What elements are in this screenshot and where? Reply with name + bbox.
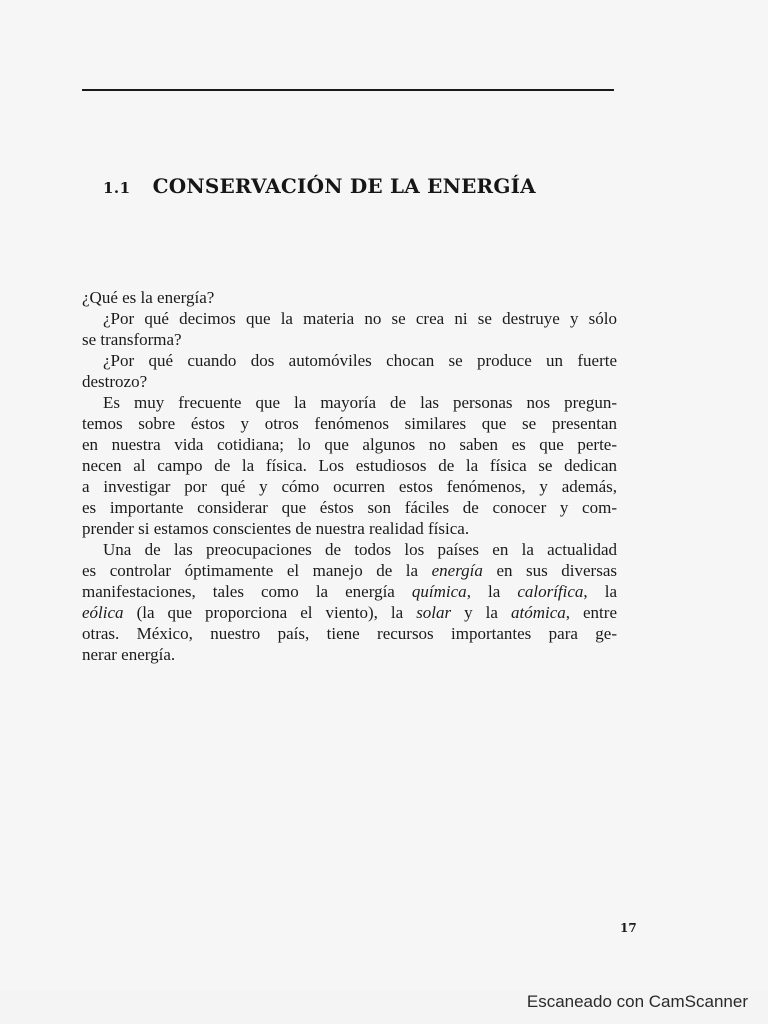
text-line: Es muy frecuente que la mayoría de las personas nos pregun- bbox=[103, 393, 617, 412]
text-line: ¿Por qué decimos que la materia no se crea ni se destruye y sólo bbox=[103, 309, 617, 328]
italic-term: eólica bbox=[82, 603, 124, 622]
text-line: necen al campo de la física. Los estudiosos de la física se dedican bbox=[82, 456, 617, 475]
text-line bbox=[82, 581, 617, 602]
text-segment: y la bbox=[464, 603, 498, 622]
page-number: 17 bbox=[620, 921, 637, 935]
text-segment: (la que proporciona el viento), la bbox=[136, 603, 404, 622]
italic-term: solar bbox=[416, 603, 452, 622]
text-segment: , la bbox=[583, 582, 617, 601]
header-rule bbox=[82, 89, 614, 91]
text-line: nerar energía. bbox=[82, 645, 176, 664]
italic-term: química bbox=[411, 582, 467, 601]
body-text bbox=[82, 287, 617, 665]
italic-term: atómica bbox=[510, 603, 566, 622]
section-number: 1.1 bbox=[103, 179, 131, 197]
text-segment: manifestaciones, tales como la energía bbox=[82, 582, 395, 601]
text-line: otras. México, nuestro país, tiene recursos importantes para ge- bbox=[82, 624, 617, 643]
text-segment: , la bbox=[466, 582, 501, 601]
text-line: Una de las preocupaciones de todos los países en la actualidad bbox=[103, 540, 617, 559]
text-line bbox=[82, 560, 617, 581]
text-line: se transforma? bbox=[82, 330, 182, 349]
text-line: a investigar por qué y cómo ocurren estos fenómenos, y además, bbox=[82, 477, 617, 496]
section-title: CONSERVACIÓN DE LA ENERGÍA bbox=[152, 174, 536, 198]
text-segment: es controlar óptimamente el manejo de la bbox=[82, 561, 419, 580]
text-segment: en sus diversas bbox=[496, 561, 617, 580]
scanner-watermark: Escaneado con CamScanner bbox=[526, 992, 748, 1011]
section-heading bbox=[103, 174, 536, 198]
text-line: temos sobre éstos y otros fenómenos similares que se presentan bbox=[82, 414, 617, 433]
italic-term: energía bbox=[431, 561, 483, 580]
italic-term: calorífica bbox=[517, 582, 584, 601]
text-line: en nuestra vida cotidiana; lo que algunos no saben es que perte- bbox=[82, 435, 617, 454]
text-line bbox=[82, 602, 617, 623]
text-segment: , entre bbox=[565, 603, 617, 622]
text-line: ¿Qué es la energía? bbox=[82, 288, 215, 307]
text-line: ¿Por qué cuando dos automóviles chocan se produce un fuerte bbox=[103, 351, 617, 370]
text-line: destrozo? bbox=[82, 372, 148, 391]
text-line: prender si estamos conscientes de nuestra realidad física. bbox=[82, 519, 470, 538]
text-line: es importante considerar que éstos son fáciles de conocer y com- bbox=[82, 498, 617, 517]
